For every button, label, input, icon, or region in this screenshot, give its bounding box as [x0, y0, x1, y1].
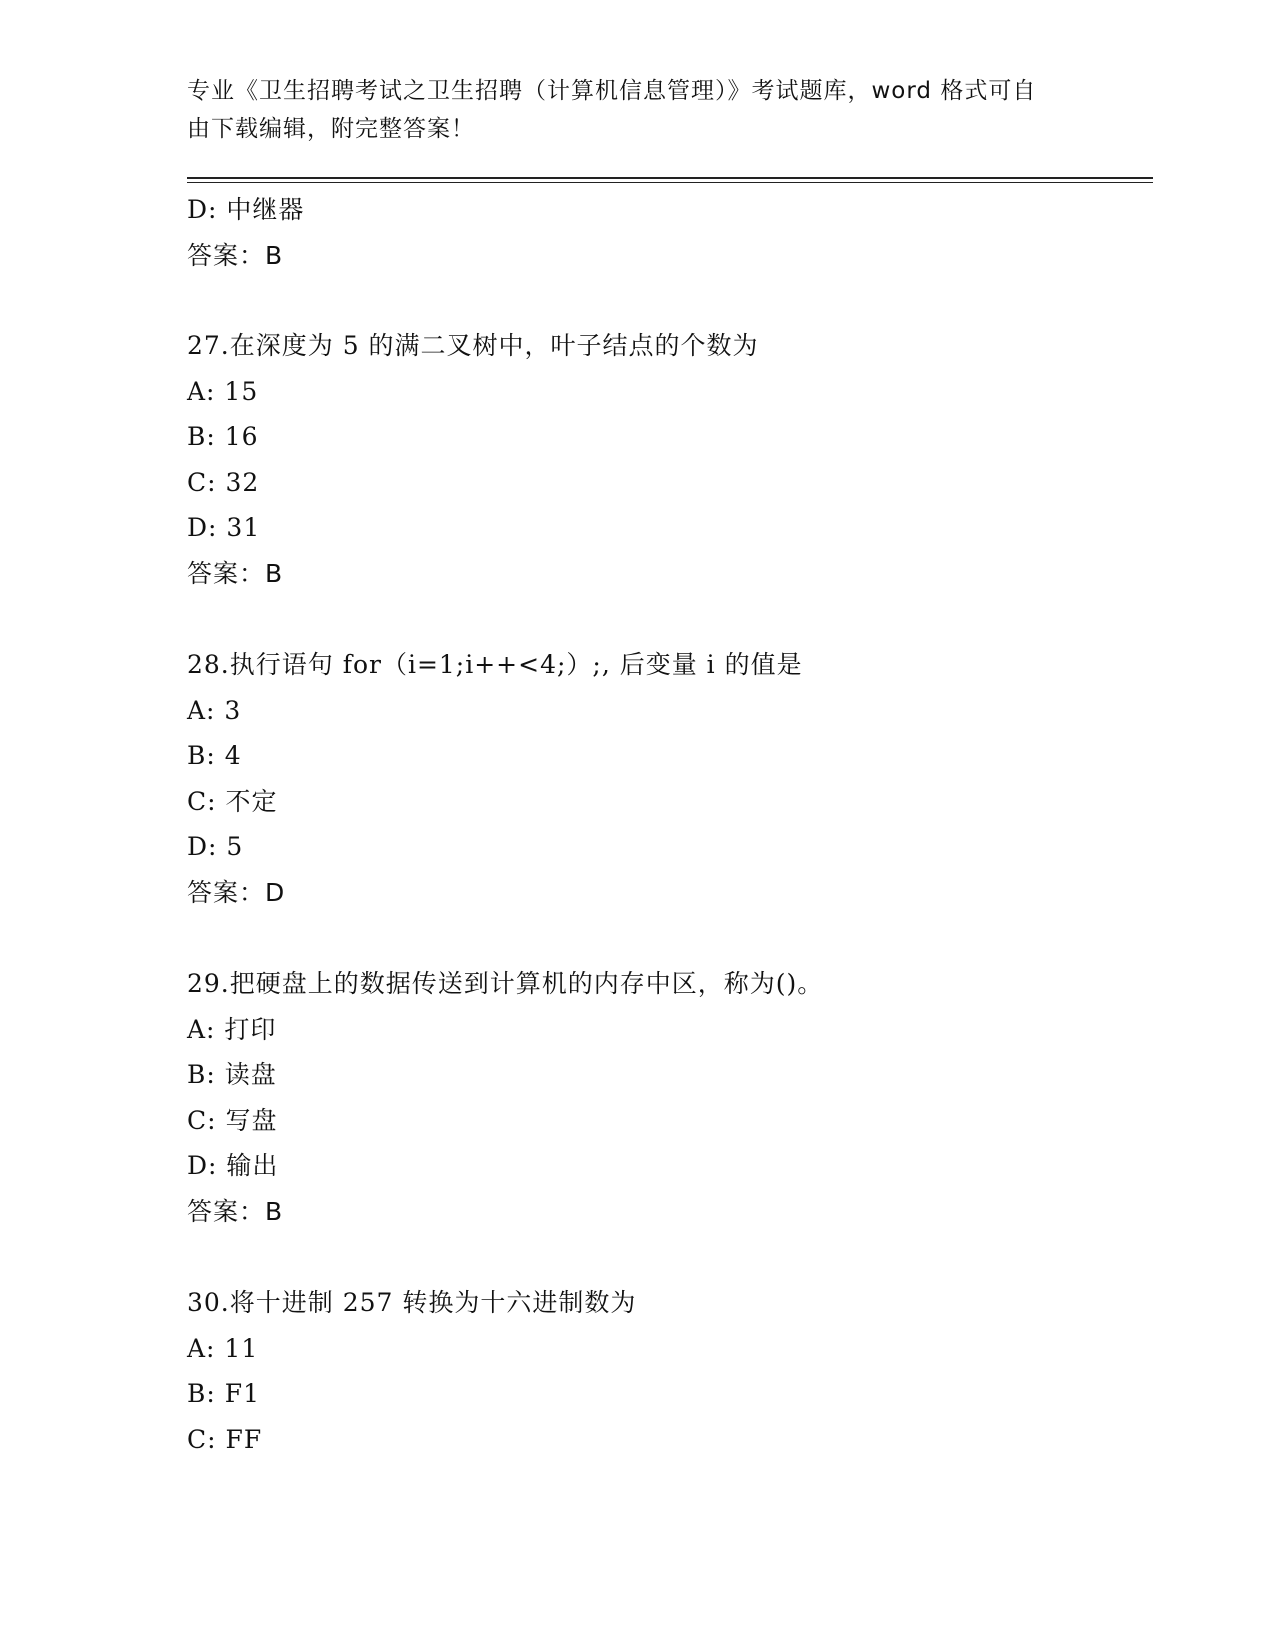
question-28-option-a: A: 3 [187, 696, 242, 725]
question-29-stem: 29.把硬盘上的数据传送到计算机的内存中区，称为()。 [187, 969, 824, 998]
question-28-option-b: B: 4 [187, 741, 242, 770]
question-29-option-b: B: 读盘 [187, 1060, 277, 1089]
question-30-stem: 30.将十进制 257 转换为十六进制数为 [187, 1288, 637, 1317]
question-27-option-d: D: 31 [187, 513, 261, 542]
question-28-answer: 答案：D [187, 878, 286, 907]
question-28-stem: 28.执行语句 for（i=1;i++<4;）;, 后变量 i 的值是 [187, 650, 803, 679]
question-29-option-d: D: 输出 [187, 1151, 279, 1180]
document-header [187, 72, 1067, 148]
header-divider-thick [187, 177, 1153, 179]
question-29-option-a: A: 打印 [187, 1015, 277, 1044]
header-divider-thin [187, 182, 1153, 183]
question-27-answer: 答案：B [187, 559, 284, 588]
option-d: D: 中继器 [187, 195, 305, 224]
question-28-option-d: D: 5 [187, 832, 244, 861]
question-28-option-c: C: 不定 [187, 787, 278, 816]
question-27-stem: 27.在深度为 5 的满二叉树中，叶子结点的个数为 [187, 331, 759, 360]
question-29-option-c: C: 写盘 [187, 1106, 278, 1135]
header-line-2: 由下载编辑，附完整答案！ [187, 116, 475, 142]
question-27-option-a: A: 15 [187, 377, 259, 406]
question-27-option-c: C: 32 [187, 468, 260, 497]
question-29-answer: 答案：B [187, 1197, 284, 1226]
header-line-1: 专业《卫生招聘考试之卫生招聘（计算机信息管理）》考试题库，word 格式可自 [187, 78, 1037, 104]
question-27-option-b: B: 16 [187, 422, 259, 451]
question-30-option-a: A: 11 [187, 1334, 259, 1363]
answer-line: 答案：B [187, 241, 284, 270]
question-30-option-c: C: FF [187, 1425, 263, 1454]
question-30-option-b: B: F1 [187, 1379, 260, 1408]
